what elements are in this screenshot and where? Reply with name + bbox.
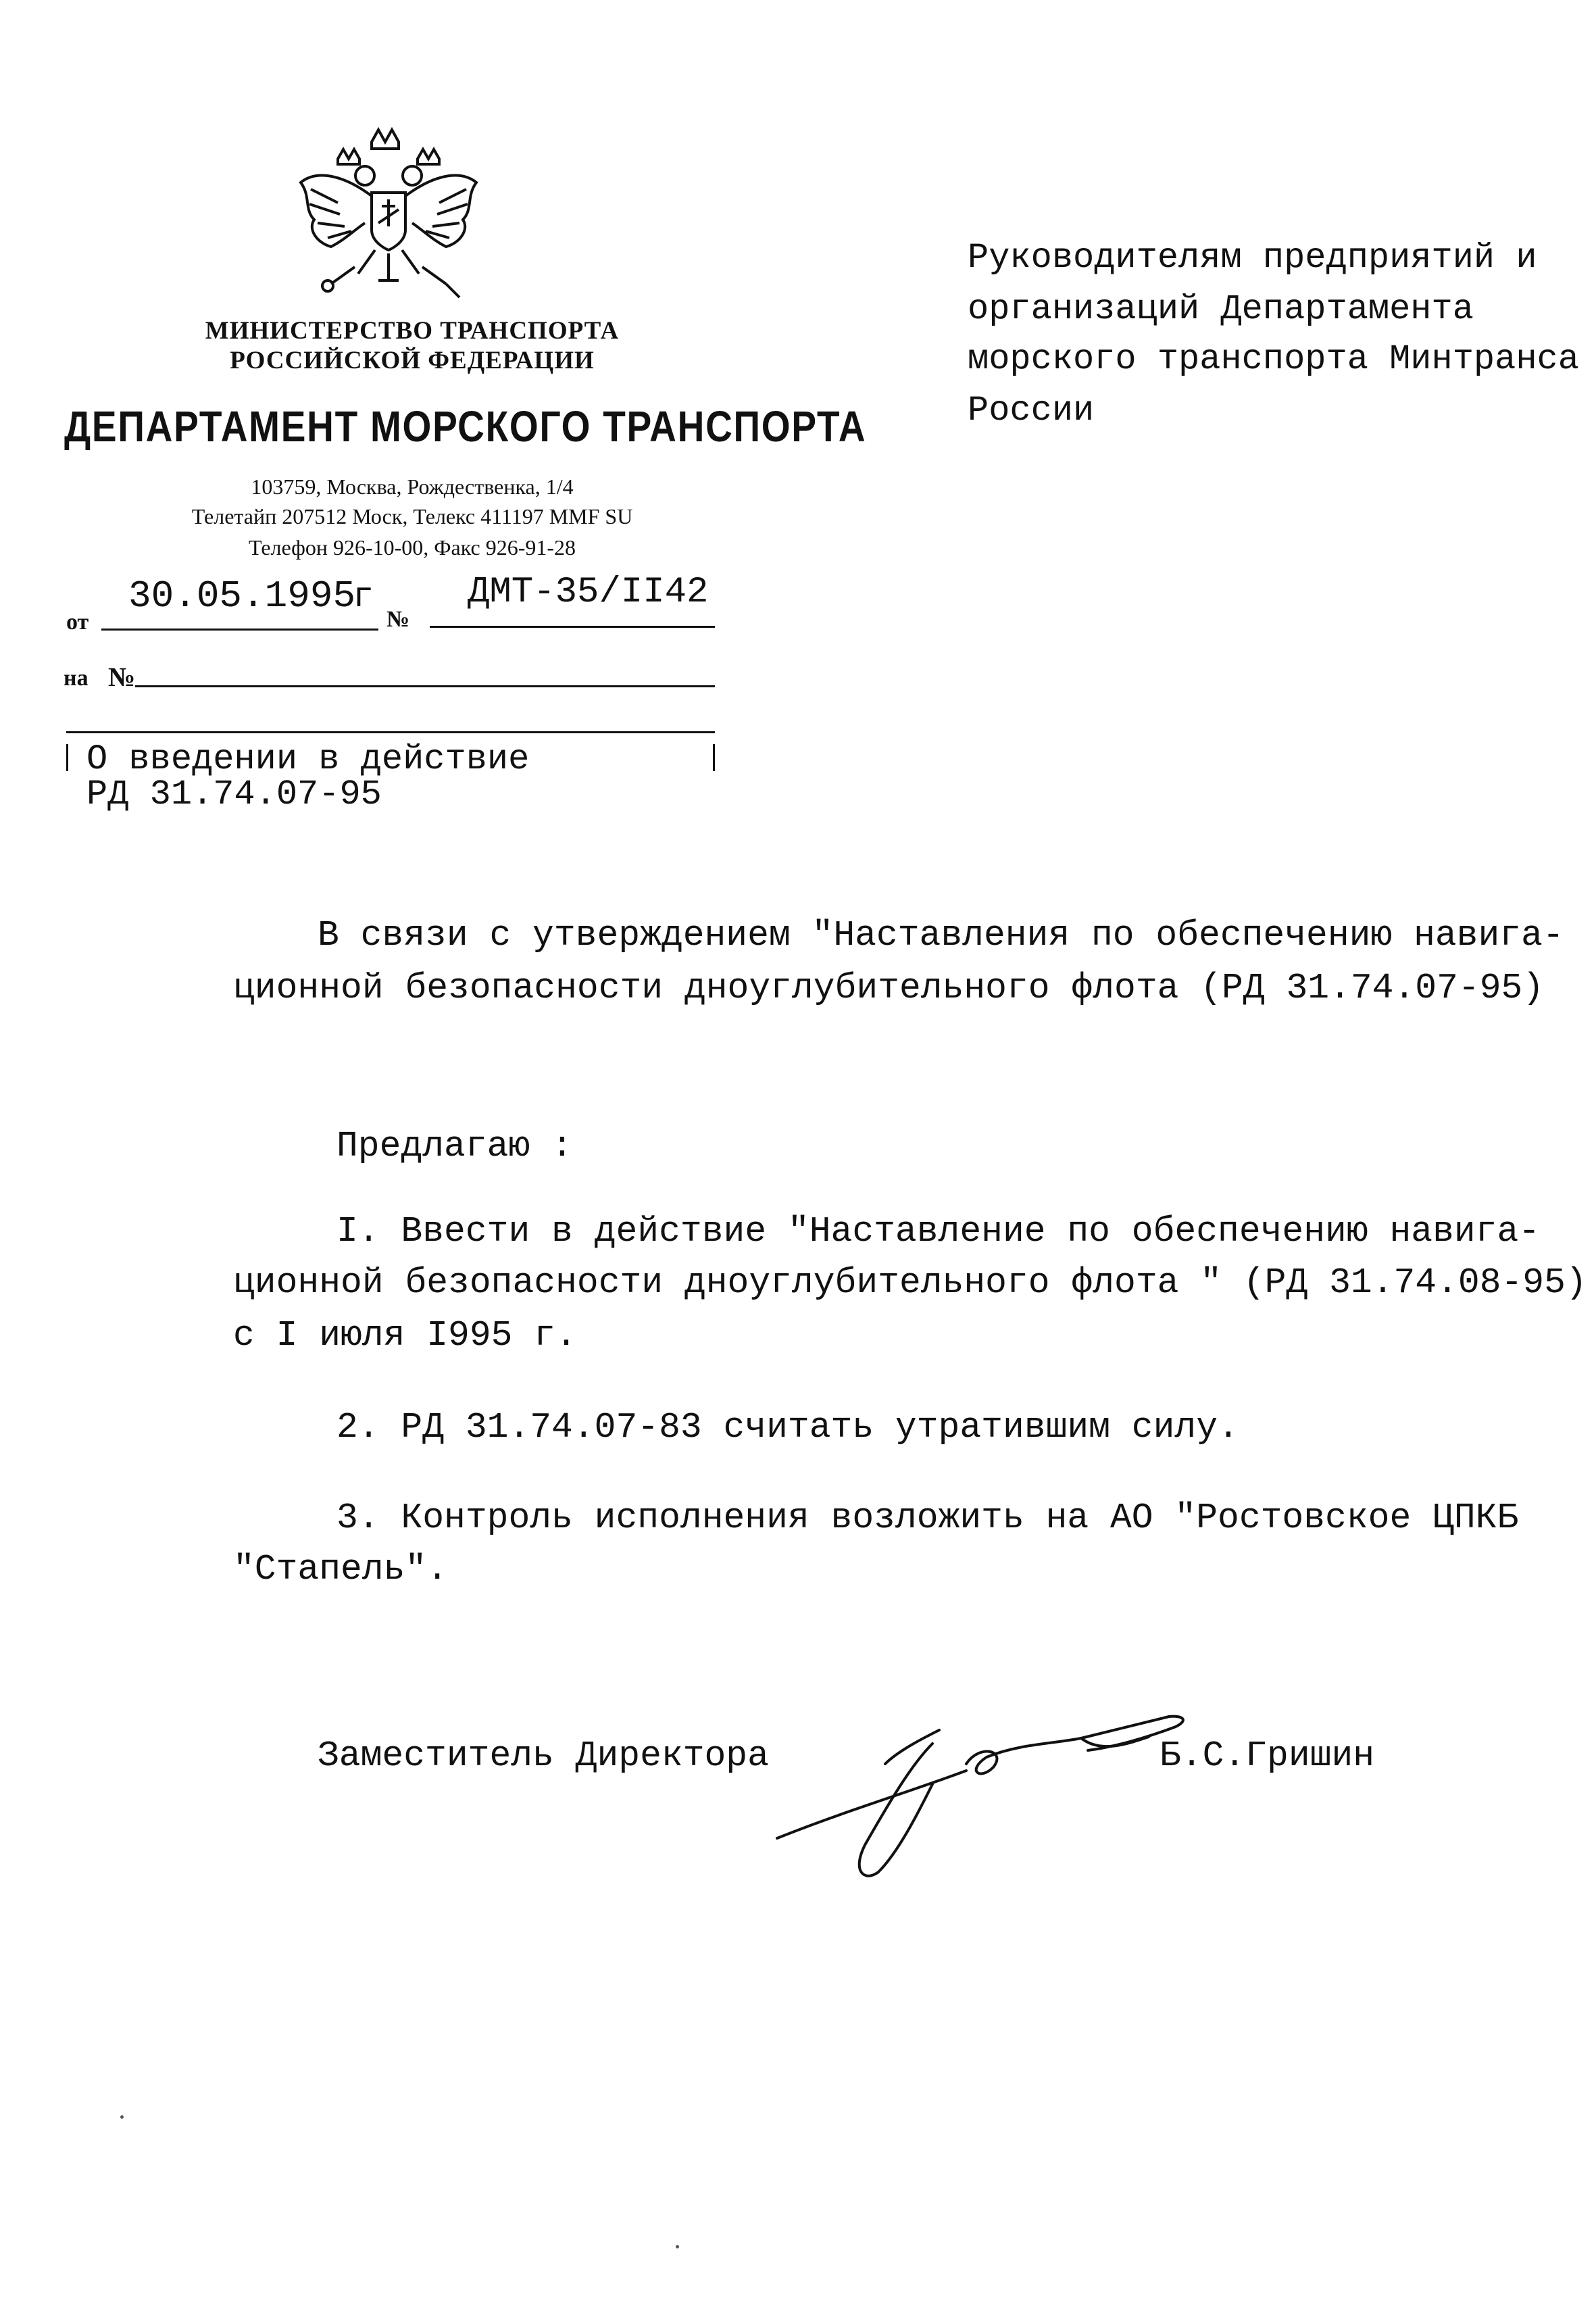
ministry-name-line1: МИНИСТЕРСТВО ТРАНСПОРТА: [205, 317, 620, 345]
item3-line1: 3. Контроль исполнения возложить на АО "Ростовское ЦПКБ: [336, 1498, 1519, 1538]
item3-line2: "Стапель".: [233, 1549, 449, 1590]
number-label: №: [386, 607, 410, 632]
address-line1: 103759, Москва, Рождественка, 1/4: [251, 474, 574, 499]
department-title: ДЕПАРТАМЕНТ МОРСКОГО ТРАНСПОРТА: [64, 402, 867, 451]
signatory-name: Б.С.Гришин: [1159, 1736, 1375, 1776]
addressee-line1: Руководителям предприятий и: [968, 238, 1537, 278]
letter-number: ДМТ-35/II42: [468, 572, 709, 613]
subject-line1: О введении в действие: [86, 739, 530, 779]
addressee-line3: морского транспорта Минтранса: [968, 339, 1579, 379]
handwritten-signature: [764, 1690, 1210, 1892]
date-underline: [101, 629, 378, 631]
item1-line2: ционной безопасности дноуглубительного флота " (РД 31.74.08-95): [233, 1262, 1587, 1303]
ministry-name-line2: РОССИЙСКОЙ ФЕДЕРАЦИИ: [230, 347, 595, 374]
scan-speck: [120, 2115, 124, 2119]
addressee-line4: России: [968, 391, 1095, 430]
reply-number-label: №: [108, 662, 136, 692]
propose-line: Предлагаю :: [336, 1126, 573, 1166]
subject-line2: РД 31.74.07-95: [86, 774, 382, 814]
signatory-title: Заместитель Директора: [318, 1736, 769, 1776]
from-label: от: [66, 610, 89, 635]
address-line3: Телефон 926-10-00, Факс 926-91-28: [248, 535, 576, 560]
item2-line: 2. РД 31.74.07-83 считать утратившим силу.: [336, 1407, 1239, 1448]
scan-speck: [676, 2245, 679, 2248]
reply-label: на: [64, 666, 89, 691]
year-suffix: г: [353, 577, 374, 617]
paragraph1-line2: ционной безопасности дноуглубительного флота (РД 31.74.07-95): [233, 968, 1545, 1008]
letter-date: 30.05.1995: [128, 574, 356, 618]
addressee-line2: организаций Департамента: [968, 289, 1474, 329]
reply-underline: [135, 685, 715, 687]
paragraph1-line1: В связи с утверждением "Наставления по обеспечению навига-: [318, 915, 1564, 956]
item1-line3: с I июля I995 г.: [233, 1315, 577, 1356]
double-headed-eagle-icon: [291, 122, 487, 304]
number-underline: [430, 626, 715, 628]
address-line2: Телетайп 207512 Моск, Телекс 411197 MMF SU: [191, 504, 633, 528]
item1-line1: I. Ввести в действие "Наставление по обеспечению навига-: [336, 1211, 1541, 1252]
